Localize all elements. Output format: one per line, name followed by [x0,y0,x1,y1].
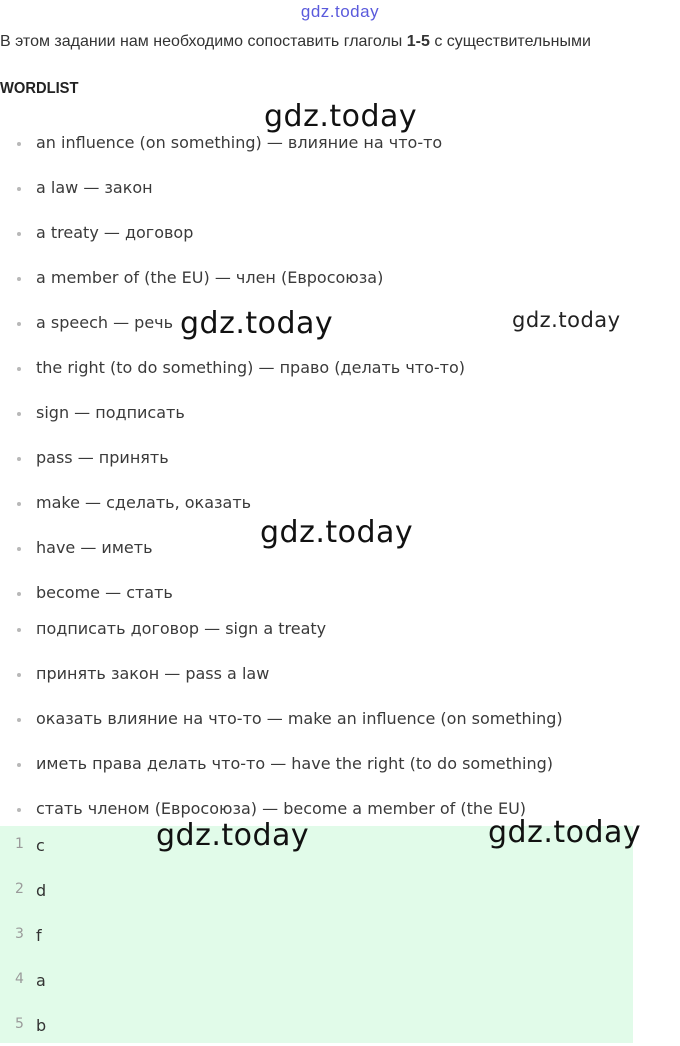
bullet-icon [17,187,21,191]
watermark: gdz.today [488,815,642,850]
task-intro [0,33,680,51]
answer-row [0,1016,633,1046]
bullet-icon [17,718,21,722]
answer-value: a [36,971,46,990]
answer-number: 5 [15,1016,24,1032]
bullet-icon [17,142,21,146]
site-watermark-top: gdz.today [300,2,380,21]
answer-number: 4 [15,971,24,987]
bullet-icon [17,232,21,236]
watermark: gdz.today [180,306,334,341]
bullet-icon [17,277,21,281]
list-item-text: sign — подписать [36,403,185,422]
wordlist-heading: WORDLIST [0,80,79,97]
list-item-text: pass — принять [36,448,169,467]
intro-range: 1-5 [406,33,430,50]
bullet-icon [17,592,21,596]
list-item-text: оказать влияние на что-то — make an influence (on something) [36,709,563,728]
watermark: gdz.today [512,308,621,332]
bullet-icon [17,457,21,461]
list-item-text: become — стать [36,583,173,602]
answer-row [0,971,633,1001]
watermark: gdz.today [264,99,418,134]
list-item-text: the right (to do something) — право (делать что-то) [36,358,465,377]
list-item-text: a member of (the EU) — член (Евросоюза) [36,268,384,287]
list-item-text: make — сделать, оказать [36,493,252,512]
list-item-text: a law — закон [36,178,153,197]
answer-row [0,881,633,911]
bullet-icon [17,547,21,551]
intro-text: В этом задании нам необходимо сопоставить глаголы [0,33,407,50]
bullet-icon [17,412,21,416]
watermark: gdz.today [260,515,414,550]
answer-value: d [36,881,47,900]
answer-number: 2 [15,881,24,897]
answer-value: f [36,926,42,945]
bullet-icon [17,808,21,812]
answer-number: 1 [15,836,24,852]
bullet-icon [17,502,21,506]
list-item-text: принять закон — pass a law [36,664,270,683]
watermark: gdz.today [156,818,310,853]
list-item-text: стать членом (Евросоюза) — become a member of (the EU) [36,799,527,818]
answer-value: b [36,1016,47,1035]
bullet-icon [17,673,21,677]
intro-text-end: с существительными [429,33,591,50]
bullet-icon [17,763,21,767]
list-item-text: a treaty — договор [36,223,194,242]
list-item-text: an influence (on something) — влияние на что-то [36,133,443,152]
list-item-text: have — иметь [36,538,153,557]
bullet-icon [17,322,21,326]
bullet-icon [17,628,21,632]
answer-value: c [36,836,45,855]
answers-block [0,826,633,1043]
answer-number: 3 [15,926,24,942]
answer-row [0,926,633,956]
list-item-text: иметь права делать что-то — have the right (to do something) [36,754,554,773]
list-item-text: подписать договор — sign a treaty [36,619,327,638]
bullet-icon [17,367,21,371]
list-item-text: a speech — речь [36,313,174,332]
